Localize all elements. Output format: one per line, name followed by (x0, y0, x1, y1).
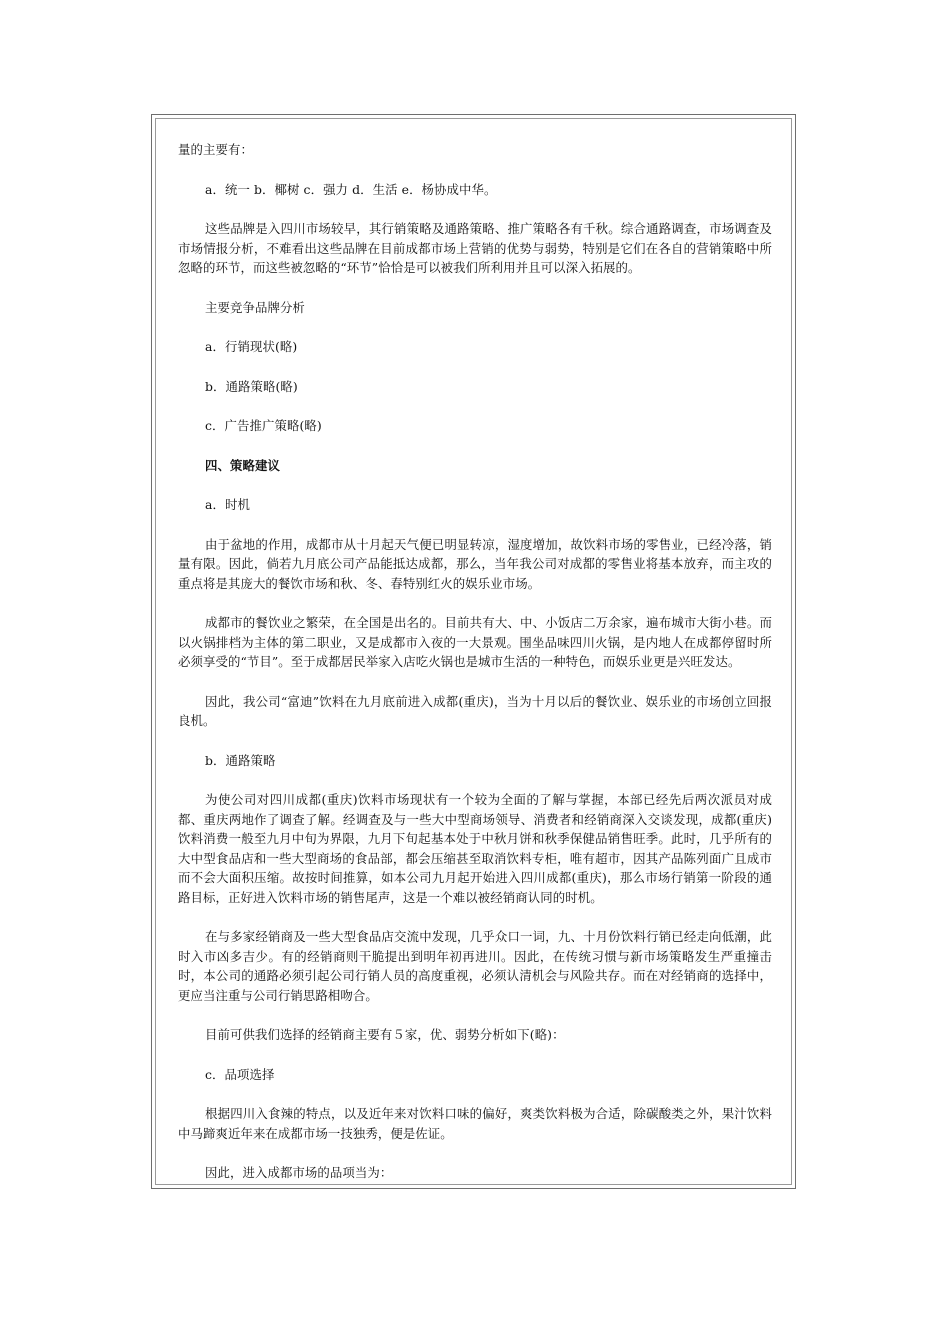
section-heading-strategy: 四、策略建议 (205, 457, 280, 473)
paragraph-brand-overview: 这些品牌是入四川市场较早，其行销策略及通路策略、推广策略各有千秋。综合通路调查，市场调查及市场情报分析，不难看出这些品牌在目前成都市场上营销的优势与弱势，特别是它们在各自的营销策略中所忽略的环节，而这些被忽略的“环节”恰恰是可以被我们所利用并且可以深入拓展的。 (178, 221, 772, 275)
paragraph-dealer-feedback: 在与多家经销商及一些大型食品店交流中发现，几乎众口一词，九、十月份饮料行销已经走向低潮，此时入市凶多吉少。有的经销商则干脆提出到明年初再进川。因此，在传统习惯与新市场策略发生严重撞击时，本公司的通路必须引起公司行销人员的高度重视，必须认清机会与风险共存。而在对经销商的选择中，更应当注重与公司行销思路相吻合。 (178, 929, 772, 1003)
paragraph-timing-climate: 由于盆地的作用，成都市从十月起天气便已明显转凉，湿度增加，故饮料市场的零售业，已经冷落，销量有限。因此，倘若九月底公司产品能抵达成都，那么，当年我公司对成都的零售业将基本放弃，而主攻的重点将是其庞大的餐饮市场和秋、冬、春特别红火的娱乐业市场。 (178, 536, 772, 591)
paragraph-product-conclusion: 因此，进入成都市场的品项当为： (205, 1165, 393, 1180)
brand-list: a．统一 b．椰树 c．强力 d．生活 e．杨协成中华。 (205, 181, 497, 197)
subheading-channel-strategy: b．通路策略 (205, 752, 276, 768)
list-item-a: a．行销现状(略) (205, 339, 298, 354)
list-item-c: c．广告推广策略(略) (205, 418, 322, 433)
paragraph-market-entry: 因此，我公司“富迪”饮料在九月底前进入成都(重庆)，当为十月以后的餐饮业、娱乐业的市场创立回报良机。 (178, 693, 772, 728)
paragraph-taste-preference: 根据四川入食辣的特点，以及近年来对饮料口味的偏好，爽类饮料极为合适，除碳酸类之外，果汁饮料中马蹄爽近年来在成都市场一技独秀，便是佐证。 (178, 1106, 772, 1141)
subheading-product-selection: c．品项选择 (205, 1066, 275, 1082)
document-body (178, 140, 772, 1203)
paragraph-dealer-options: 目前可供我们选择的经销商主要有５家，优、弱势分析如下(略)： (205, 1027, 565, 1042)
paragraph-continuation: 量的主要有： (178, 142, 253, 157)
subheading-timing: a．时机 (205, 497, 250, 512)
subheading-competitor-analysis: 主要竞争品牌分析 (205, 299, 305, 315)
paragraph-catering-industry: 成都市的餐饮业之繁荣，在全国是出名的。目前共有大、中、小饭店二万余家，遍布城市大街小巷。而以火锅排档为主体的第二职业，又是成都市入夜的一大景观。围坐品味四川火锅，是内地人在成都停留时所必须享受的“节目”。至于成都居民举家入店吃火锅也是城市生活的一种特色，而娱乐业更是兴旺发达。 (178, 615, 772, 669)
list-item-b: b．通路策略(略) (205, 378, 298, 394)
paragraph-channel-research: 为使公司对四川成都(重庆)饮料市场现状有一个较为全面的了解与掌握，本部已经先后两次派员对成都、重庆两地作了调查了解。经调查及与一些大中型商场领导、消费者和经销商深入交谈发现，成都(重庆)饮料消费一般至九月中旬为界限，九月下旬起基本处于中秋月饼和秋季保健品销售旺季。此时，几乎所有的大中型食品店和一些大型商场的食品部，都会压缩甚至取消饮料专柜，唯有超市，因其产品陈列面广且成市而不会大面积压缩。故按时间推算，如本公司九月起开始进入四川成都(重庆)，那么市场行销第一阶段的通路目标，正好进入饮料市场的销售尾声，这是一个难以被经销商认同的时机。 (178, 792, 772, 905)
